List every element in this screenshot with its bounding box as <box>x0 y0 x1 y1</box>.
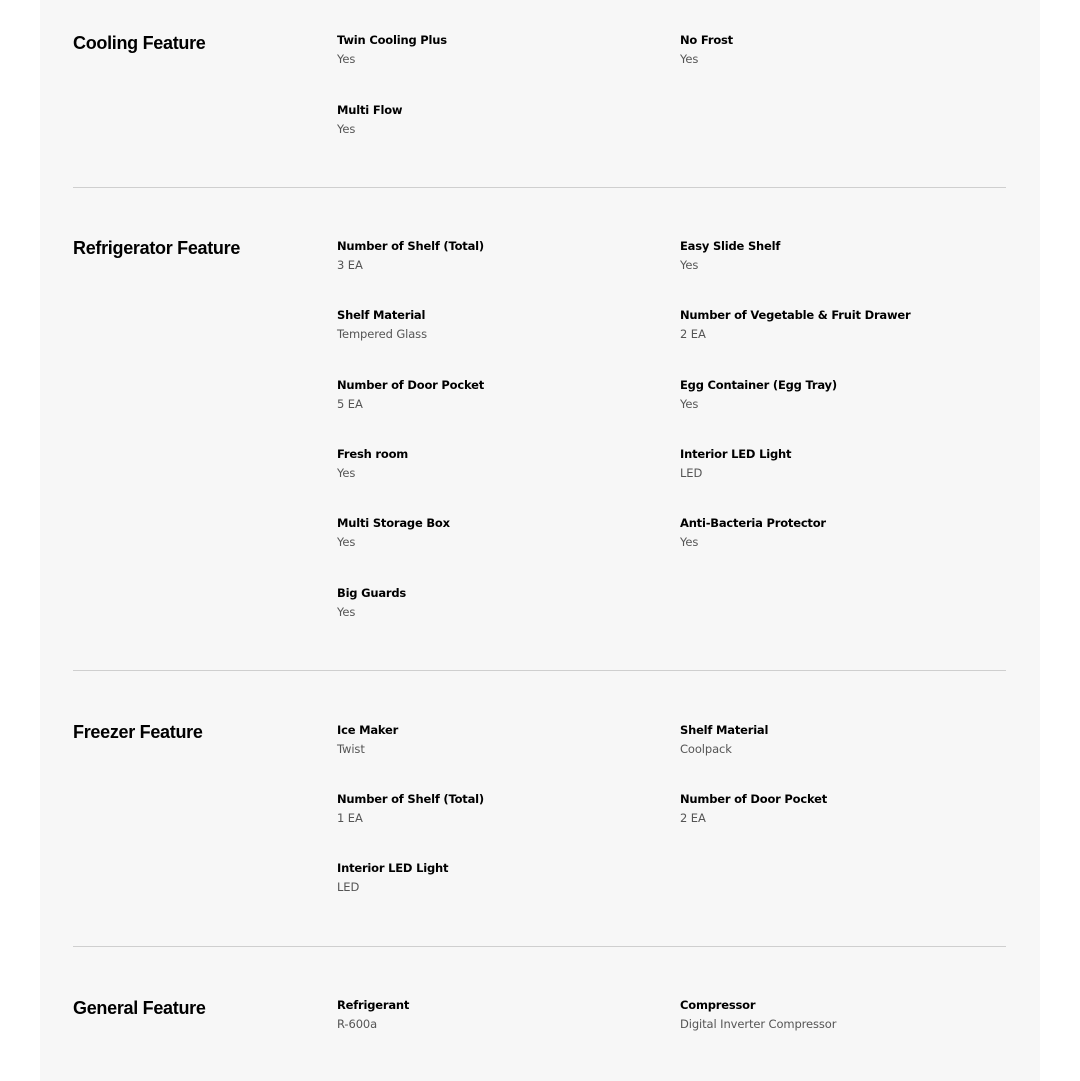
spec-value: Yes <box>680 258 699 272</box>
spec-label: Twin Cooling Plus <box>337 33 447 47</box>
spec-item <box>337 31 657 69</box>
spec-item <box>680 306 1000 344</box>
spec-label: Anti-Bacteria Protector <box>680 516 826 530</box>
spec-item <box>680 237 1000 275</box>
spec-value: 5 EA <box>337 397 363 411</box>
spec-label: Number of Door Pocket <box>337 378 485 392</box>
spec-item <box>680 31 1000 69</box>
spec-label: Interior LED Light <box>680 447 792 461</box>
spec-value: Twist <box>337 742 365 756</box>
spec-item <box>337 306 657 344</box>
section-divider <box>73 946 1006 947</box>
spec-value: Yes <box>680 397 699 411</box>
spec-value: Digital Inverter Compressor <box>680 1017 837 1031</box>
spec-label: Interior LED Light <box>337 861 449 875</box>
spec-item <box>680 514 1000 552</box>
spec-label: No Frost <box>680 33 733 47</box>
spec-label: Number of Shelf (Total) <box>337 239 484 253</box>
section-title: Freezer Feature <box>73 722 203 742</box>
section-divider <box>73 670 1006 671</box>
spec-item <box>680 376 1000 414</box>
spec-label: Number of Shelf (Total) <box>337 792 484 806</box>
spec-item <box>337 996 657 1034</box>
spec-item <box>337 101 657 139</box>
spec-value: 2 EA <box>680 327 706 341</box>
spec-value: 1 EA <box>337 811 363 825</box>
spec-value: Yes <box>337 466 356 480</box>
spec-label: Egg Container (Egg Tray) <box>680 378 837 392</box>
spec-item <box>680 996 1000 1034</box>
spec-value: Tempered Glass <box>337 327 427 341</box>
spec-label: Multi Flow <box>337 103 403 117</box>
spec-value: LED <box>337 880 360 894</box>
spec-value: Yes <box>680 535 699 549</box>
spec-value: Yes <box>337 52 356 66</box>
spec-item <box>680 721 1000 759</box>
section-title: Refrigerator Feature <box>73 238 241 258</box>
spec-value: 3 EA <box>337 258 363 272</box>
spec-label: Shelf Material <box>680 723 769 737</box>
spec-item <box>680 790 1000 828</box>
spec-label: Big Guards <box>337 586 407 600</box>
section-title: General Feature <box>73 998 206 1018</box>
spec-label: Multi Storage Box <box>337 516 450 530</box>
spec-item <box>337 514 657 552</box>
spec-item <box>337 721 657 759</box>
spec-label: Number of Vegetable & Fruit Drawer <box>680 308 911 322</box>
spec-label: Compressor <box>680 998 756 1012</box>
spec-value: Yes <box>337 535 356 549</box>
spec-label: Easy Slide Shelf <box>680 239 781 253</box>
spec-value: LED <box>680 466 703 480</box>
spec-label: Shelf Material <box>337 308 426 322</box>
spec-value: 2 EA <box>680 811 706 825</box>
spec-value: Yes <box>337 122 356 136</box>
spec-value: Yes <box>337 605 356 619</box>
spec-value: Yes <box>680 52 699 66</box>
spec-item <box>337 584 657 622</box>
spec-item <box>337 376 657 414</box>
specs-panel <box>40 0 1040 1081</box>
spec-label: Fresh room <box>337 447 409 461</box>
spec-item <box>337 237 657 275</box>
spec-value: Coolpack <box>680 742 732 756</box>
spec-label: Number of Door Pocket <box>680 792 828 806</box>
spec-item <box>680 445 1000 483</box>
spec-item <box>337 790 657 828</box>
section-title: Cooling Feature <box>73 33 206 53</box>
section-divider <box>73 187 1006 188</box>
spec-value: R-600a <box>337 1017 378 1031</box>
spec-label: Refrigerant <box>337 998 410 1012</box>
spec-label: Ice Maker <box>337 723 399 737</box>
spec-item <box>337 859 657 897</box>
spec-item <box>337 445 657 483</box>
